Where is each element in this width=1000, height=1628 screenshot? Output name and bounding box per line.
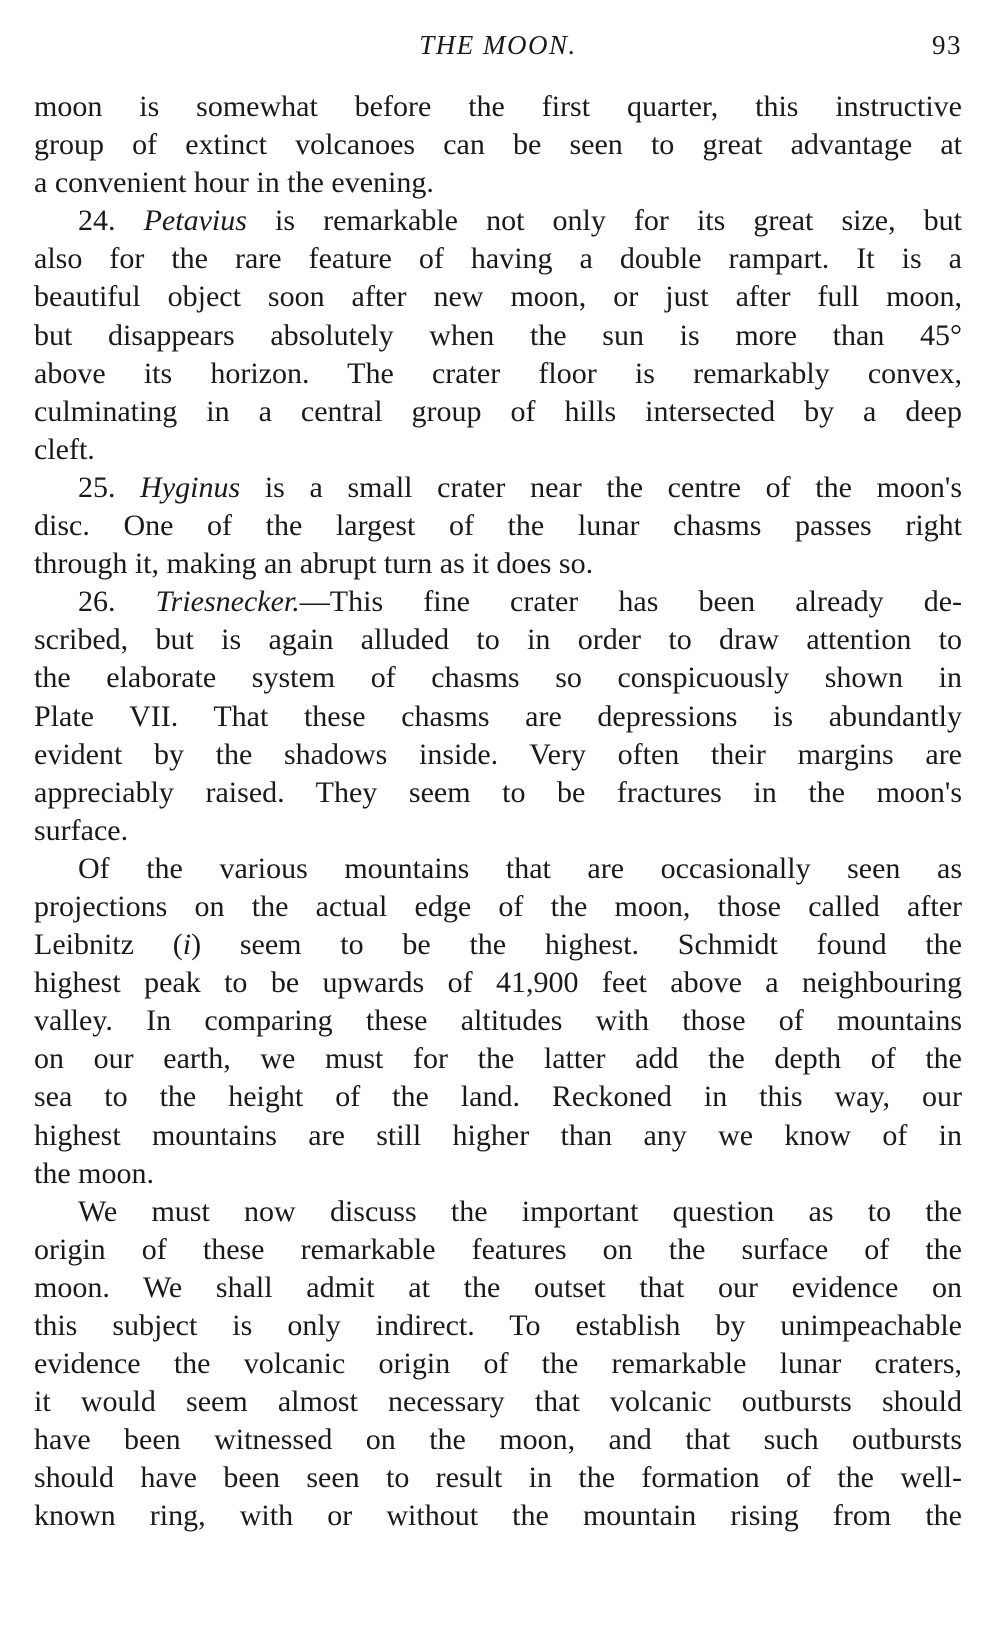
line-text: cleft.: [34, 432, 95, 466]
text-line: [34, 1307, 962, 1345]
line-text: have been witnessed on the moon, and that such outbursts: [34, 1423, 962, 1457]
line-text: moon. We shall admit at the outset that our evidence on: [34, 1270, 962, 1304]
line-text: this subject is only indirect. To establish by unimpeachable: [34, 1309, 962, 1342]
text-line: [34, 431, 962, 469]
text-line: [34, 240, 962, 278]
text-line: [34, 278, 962, 316]
text-line: [34, 1155, 962, 1193]
line-text: Of the various mountains that are occasionally seen as: [78, 851, 962, 885]
line-text: highest peak to be upwards of 41,900 feet above a neighbouring: [34, 966, 962, 1000]
text-line: [34, 1383, 962, 1421]
line-text: highest mountains are still higher than any we know of in: [34, 1118, 962, 1152]
text-line: [34, 698, 962, 736]
page-number: 93: [932, 30, 962, 60]
text-line: [34, 659, 962, 697]
line-text-post: —This fine crater has been already de-: [299, 585, 963, 619]
italic-term: Triesnecker.: [155, 585, 300, 619]
book-page: [34, 24, 962, 1536]
text-line: [34, 888, 962, 926]
running-head: [34, 24, 962, 64]
line-text-pre: Leibnitz (: [34, 928, 183, 962]
line-text: evident by the shadows inside. Very often their margins are: [34, 737, 962, 771]
text-line: [34, 1459, 962, 1497]
line-text: evidence the volcanic origin of the remarkable lunar craters,: [34, 1347, 962, 1381]
line-text: appreciably raised. They seem to be fractures in the moon's: [34, 775, 962, 809]
line-text: the elaborate system of chasms so conspicuously shown in: [34, 661, 962, 695]
text-line: [34, 1117, 962, 1155]
line-text: it would seem almost necessary that volcanic outbursts should: [34, 1385, 962, 1419]
line-text: disc. One of the largest of the lunar chasms passes right: [34, 509, 962, 543]
text-line: [34, 1040, 962, 1078]
line-text: We must now discuss the important question as to the: [78, 1194, 962, 1228]
text-line: [34, 1002, 962, 1040]
text-line: [34, 812, 962, 850]
line-text: through it, making an abrupt turn as it does so.: [34, 547, 594, 581]
text-line: [34, 1497, 962, 1535]
text-line: [34, 202, 962, 240]
line-text: beautiful object soon after new moon, or just after full moon,: [34, 280, 962, 314]
line-text: surface.: [34, 813, 129, 847]
line-text: on our earth, we must for the latter add the depth of the: [34, 1042, 962, 1076]
italic-term: Hyginus: [140, 470, 241, 504]
line-text-post: is a small crater near the centre of the moon's: [240, 470, 963, 504]
text-line: [34, 317, 962, 355]
line-text: above its horizon. The crater floor is remarkably convex,: [34, 356, 962, 390]
line-text: valley. In comparing these altitudes with those of mountains: [34, 1004, 962, 1038]
text-line: [34, 850, 962, 888]
text-line: [34, 1345, 962, 1383]
line-text: also for the rare feature of having a double rampart. It is a: [34, 242, 962, 276]
body-text: [34, 88, 962, 1536]
line-text-post: ) seem to be the highest. Schmidt found the: [191, 928, 962, 962]
text-line: [34, 164, 962, 202]
line-text: culminating in a central group of hills intersected by a deep: [34, 394, 962, 428]
line-text: scribed, but is again alluded to in order to draw attention to: [34, 623, 962, 657]
text-line: [34, 355, 962, 393]
text-line: [34, 964, 962, 1002]
text-line: [34, 1078, 962, 1116]
text-line: [34, 1193, 962, 1231]
line-text: the moon.: [34, 1156, 154, 1190]
text-line: [34, 469, 962, 507]
text-line: [34, 507, 962, 545]
line-text: known ring, with or without the mountain rising from the: [34, 1499, 962, 1533]
line-text-pre: 26.: [78, 585, 156, 619]
line-text: group of extinct volcanoes can be seen to great advantage at: [34, 128, 962, 162]
text-line: [34, 621, 962, 659]
text-line: [34, 545, 962, 583]
line-text: Plate VII. That these chasms are depressions is abundantly: [34, 699, 962, 733]
italic-term: i: [182, 928, 192, 962]
line-text: a convenient hour in the evening.: [34, 166, 434, 200]
line-text: sea to the height of the land. Reckoned in this way, our: [34, 1080, 962, 1114]
text-line: [34, 583, 962, 621]
line-text: projections on the actual edge of the moon, those called after: [34, 889, 962, 923]
text-line: [34, 88, 962, 126]
line-text: moon is somewhat before the first quarter, this instructive: [34, 90, 962, 123]
text-line: [34, 1421, 962, 1459]
line-text: should have been seen to result in the formation of the well-: [34, 1461, 962, 1495]
line-text-pre: 25.: [78, 470, 141, 504]
line-text: but disappears absolutely when the sun is more than 45°: [34, 318, 962, 352]
text-line: [34, 926, 962, 964]
running-title: THE MOON.: [419, 30, 577, 60]
text-line: [34, 736, 962, 774]
text-line: [34, 1269, 962, 1307]
text-line: [34, 774, 962, 812]
text-line: [34, 1231, 962, 1269]
line-text: origin of these remarkable features on the surface of the: [34, 1232, 962, 1266]
text-line: [34, 126, 962, 164]
line-text-post: is remarkable not only for its great size, but: [246, 204, 963, 238]
text-line: [34, 393, 962, 431]
italic-term: Petavius: [143, 204, 247, 238]
line-text-pre: 24.: [78, 204, 144, 238]
